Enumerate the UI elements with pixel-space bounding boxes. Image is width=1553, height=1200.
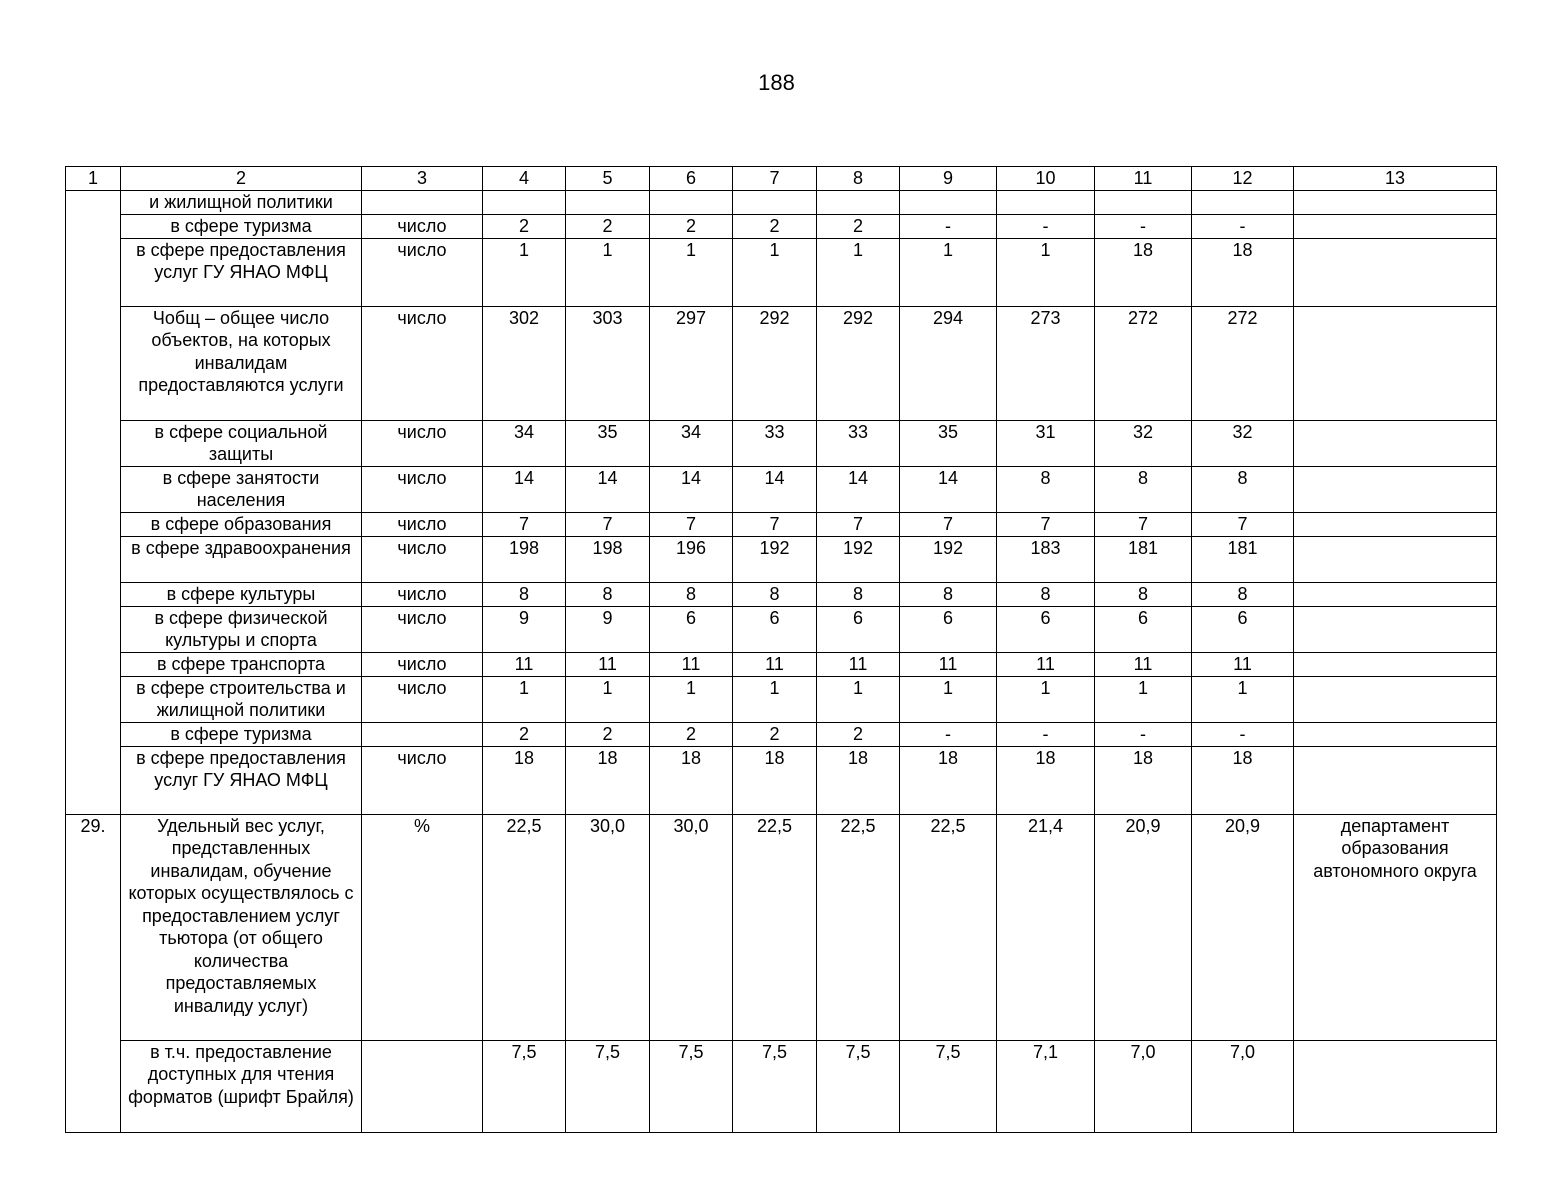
table-row bbox=[66, 814, 1497, 1040]
indicator-name-cell: в сфере строительства и жилищной политики bbox=[121, 676, 362, 722]
value-cell: - bbox=[1095, 214, 1192, 238]
value-cell: 18 bbox=[1192, 238, 1294, 306]
value-cell: 7,5 bbox=[900, 1040, 997, 1132]
value-cell: 20,9 bbox=[1192, 814, 1294, 1040]
value-cell: 7 bbox=[817, 512, 900, 536]
value-cell: 1 bbox=[650, 676, 733, 722]
table-row bbox=[66, 466, 1497, 512]
value-cell: 7 bbox=[900, 512, 997, 536]
value-cell: 7 bbox=[997, 512, 1095, 536]
table-row bbox=[66, 420, 1497, 466]
indicator-name-cell: в сфере культуры bbox=[121, 582, 362, 606]
value-cell: 6 bbox=[997, 606, 1095, 652]
value-cell: 6 bbox=[817, 606, 900, 652]
value-cell: 196 bbox=[650, 536, 733, 582]
table-row bbox=[66, 606, 1497, 652]
value-cell: 11 bbox=[733, 652, 817, 676]
table-row bbox=[66, 512, 1497, 536]
value-cell: 33 bbox=[733, 420, 817, 466]
value-cell: 18 bbox=[817, 746, 900, 814]
indicator-name-cell: в сфере образования bbox=[121, 512, 362, 536]
responsible-cell bbox=[1294, 722, 1497, 746]
unit-cell: число bbox=[362, 536, 483, 582]
value-cell: 8 bbox=[566, 582, 650, 606]
value-cell: 7 bbox=[566, 512, 650, 536]
column-number-cell: 12 bbox=[1192, 167, 1294, 191]
responsible-cell bbox=[1294, 191, 1497, 215]
column-number-cell: 11 bbox=[1095, 167, 1192, 191]
value-cell bbox=[733, 191, 817, 215]
value-cell: 18 bbox=[566, 746, 650, 814]
unit-cell: число bbox=[362, 652, 483, 676]
column-number-cell: 2 bbox=[121, 167, 362, 191]
value-cell: 14 bbox=[566, 466, 650, 512]
unit-cell bbox=[362, 1040, 483, 1132]
value-cell: 8 bbox=[1095, 582, 1192, 606]
value-cell: 11 bbox=[650, 652, 733, 676]
value-cell: 7 bbox=[733, 512, 817, 536]
value-cell: 18 bbox=[997, 746, 1095, 814]
responsible-cell bbox=[1294, 306, 1497, 420]
value-cell: 32 bbox=[1095, 420, 1192, 466]
value-cell: 8 bbox=[1095, 466, 1192, 512]
value-cell: - bbox=[900, 722, 997, 746]
value-cell: 34 bbox=[650, 420, 733, 466]
value-cell: 294 bbox=[900, 306, 997, 420]
unit-cell: число bbox=[362, 606, 483, 652]
value-cell: 11 bbox=[817, 652, 900, 676]
value-cell: 7,5 bbox=[483, 1040, 566, 1132]
value-cell: 192 bbox=[733, 536, 817, 582]
value-cell bbox=[566, 191, 650, 215]
value-cell: 181 bbox=[1095, 536, 1192, 582]
value-cell: 2 bbox=[566, 722, 650, 746]
value-cell: 22,5 bbox=[483, 814, 566, 1040]
value-cell: 8 bbox=[650, 582, 733, 606]
responsible-cell bbox=[1294, 582, 1497, 606]
value-cell: - bbox=[1095, 722, 1192, 746]
indicator-name-cell: в сфере социальной защиты bbox=[121, 420, 362, 466]
value-cell: 8 bbox=[817, 582, 900, 606]
responsible-cell bbox=[1294, 512, 1497, 536]
value-cell: 1 bbox=[1192, 676, 1294, 722]
indicator-name-cell: и жилищной политики bbox=[121, 191, 362, 215]
row-number-cell bbox=[66, 191, 121, 815]
value-cell: 272 bbox=[1095, 306, 1192, 420]
column-number-cell: 3 bbox=[362, 167, 483, 191]
unit-cell: число bbox=[362, 238, 483, 306]
value-cell: 9 bbox=[566, 606, 650, 652]
table-row bbox=[66, 722, 1497, 746]
responsible-cell: департамент образования автономного округа bbox=[1294, 814, 1497, 1040]
value-cell: 18 bbox=[650, 746, 733, 814]
value-cell: 181 bbox=[1192, 536, 1294, 582]
indicator-name-cell: в сфере транспорта bbox=[121, 652, 362, 676]
value-cell: 35 bbox=[900, 420, 997, 466]
value-cell: 2 bbox=[733, 214, 817, 238]
value-cell: 1 bbox=[733, 676, 817, 722]
value-cell bbox=[1192, 191, 1294, 215]
indicators-table bbox=[65, 166, 1497, 1133]
value-cell: 14 bbox=[650, 466, 733, 512]
indicator-name-cell: в сфере туризма bbox=[121, 214, 362, 238]
value-cell: 272 bbox=[1192, 306, 1294, 420]
value-cell: 7,0 bbox=[1095, 1040, 1192, 1132]
value-cell: 7,0 bbox=[1192, 1040, 1294, 1132]
table-row bbox=[66, 536, 1497, 582]
value-cell: 192 bbox=[817, 536, 900, 582]
value-cell: 1 bbox=[997, 238, 1095, 306]
responsible-cell bbox=[1294, 606, 1497, 652]
table-row bbox=[66, 214, 1497, 238]
value-cell: 273 bbox=[997, 306, 1095, 420]
indicator-name-cell: в т.ч. предоставление доступных для чтения форматов (шрифт Брайля) bbox=[121, 1040, 362, 1132]
value-cell: 8 bbox=[997, 582, 1095, 606]
value-cell: 302 bbox=[483, 306, 566, 420]
responsible-cell bbox=[1294, 536, 1497, 582]
unit-cell bbox=[362, 191, 483, 215]
value-cell bbox=[483, 191, 566, 215]
value-cell: 1 bbox=[733, 238, 817, 306]
value-cell: 6 bbox=[1192, 606, 1294, 652]
value-cell: 2 bbox=[566, 214, 650, 238]
value-cell: 7,5 bbox=[733, 1040, 817, 1132]
value-cell: 2 bbox=[817, 214, 900, 238]
value-cell bbox=[817, 191, 900, 215]
value-cell: 6 bbox=[650, 606, 733, 652]
value-cell: - bbox=[900, 214, 997, 238]
responsible-cell bbox=[1294, 214, 1497, 238]
column-number-cell: 4 bbox=[483, 167, 566, 191]
value-cell: 7,5 bbox=[817, 1040, 900, 1132]
column-number-cell: 6 bbox=[650, 167, 733, 191]
responsible-cell bbox=[1294, 466, 1497, 512]
value-cell: 21,4 bbox=[997, 814, 1095, 1040]
table-row bbox=[66, 1040, 1497, 1132]
column-number-cell: 1 bbox=[66, 167, 121, 191]
value-cell: 18 bbox=[1095, 238, 1192, 306]
value-cell: 7,5 bbox=[566, 1040, 650, 1132]
value-cell: 14 bbox=[817, 466, 900, 512]
unit-cell: число bbox=[362, 582, 483, 606]
indicator-name-cell: в сфере физической культуры и спорта bbox=[121, 606, 362, 652]
value-cell: 1 bbox=[650, 238, 733, 306]
value-cell: 11 bbox=[1192, 652, 1294, 676]
page-number: 188 bbox=[758, 70, 795, 95]
value-cell: 303 bbox=[566, 306, 650, 420]
unit-cell: число bbox=[362, 306, 483, 420]
unit-cell: число bbox=[362, 466, 483, 512]
value-cell: 22,5 bbox=[900, 814, 997, 1040]
value-cell: - bbox=[1192, 214, 1294, 238]
value-cell: 8 bbox=[1192, 466, 1294, 512]
unit-cell bbox=[362, 722, 483, 746]
value-cell: 2 bbox=[483, 214, 566, 238]
value-cell: 8 bbox=[483, 582, 566, 606]
value-cell bbox=[997, 191, 1095, 215]
column-number-cell: 9 bbox=[900, 167, 997, 191]
value-cell: 7,1 bbox=[997, 1040, 1095, 1132]
value-cell: 32 bbox=[1192, 420, 1294, 466]
table-row bbox=[66, 306, 1497, 420]
indicator-name-cell: в сфере предоставления услуг ГУ ЯНАО МФЦ bbox=[121, 238, 362, 306]
value-cell: 7,5 bbox=[650, 1040, 733, 1132]
column-number-cell: 10 bbox=[997, 167, 1095, 191]
value-cell: 7 bbox=[483, 512, 566, 536]
value-cell: 198 bbox=[566, 536, 650, 582]
value-cell: 1 bbox=[900, 238, 997, 306]
value-cell: 30,0 bbox=[566, 814, 650, 1040]
table-body bbox=[66, 167, 1497, 1133]
value-cell: 2 bbox=[650, 722, 733, 746]
value-cell: 1 bbox=[817, 238, 900, 306]
value-cell: 6 bbox=[900, 606, 997, 652]
value-cell: 18 bbox=[733, 746, 817, 814]
value-cell: 18 bbox=[1095, 746, 1192, 814]
value-cell: 35 bbox=[566, 420, 650, 466]
column-number-cell: 13 bbox=[1294, 167, 1497, 191]
value-cell: 22,5 bbox=[733, 814, 817, 1040]
column-number-row bbox=[66, 167, 1497, 191]
value-cell: - bbox=[1192, 722, 1294, 746]
column-number-cell: 7 bbox=[733, 167, 817, 191]
row-number-cell: 29. bbox=[66, 814, 121, 1132]
indicator-name-cell: в сфере туризма bbox=[121, 722, 362, 746]
value-cell: 1 bbox=[566, 676, 650, 722]
value-cell: 183 bbox=[997, 536, 1095, 582]
value-cell: 1 bbox=[817, 676, 900, 722]
value-cell: 2 bbox=[817, 722, 900, 746]
column-number-cell: 5 bbox=[566, 167, 650, 191]
value-cell: 1 bbox=[483, 238, 566, 306]
value-cell: 8 bbox=[1192, 582, 1294, 606]
responsible-cell bbox=[1294, 420, 1497, 466]
value-cell: 11 bbox=[566, 652, 650, 676]
value-cell: 6 bbox=[1095, 606, 1192, 652]
responsible-cell bbox=[1294, 1040, 1497, 1132]
value-cell: 6 bbox=[733, 606, 817, 652]
value-cell: 18 bbox=[483, 746, 566, 814]
value-cell: 1 bbox=[1095, 676, 1192, 722]
indicator-name-cell: в сфере занятости населения bbox=[121, 466, 362, 512]
value-cell: 1 bbox=[483, 676, 566, 722]
value-cell: 14 bbox=[483, 466, 566, 512]
value-cell: 1 bbox=[900, 676, 997, 722]
value-cell: 20,9 bbox=[1095, 814, 1192, 1040]
value-cell: 18 bbox=[900, 746, 997, 814]
unit-cell: число bbox=[362, 676, 483, 722]
unit-cell: число bbox=[362, 512, 483, 536]
value-cell: 11 bbox=[1095, 652, 1192, 676]
value-cell: 2 bbox=[733, 722, 817, 746]
table-row bbox=[66, 238, 1497, 306]
value-cell: 292 bbox=[817, 306, 900, 420]
responsible-cell bbox=[1294, 238, 1497, 306]
table-row bbox=[66, 676, 1497, 722]
unit-cell: число bbox=[362, 214, 483, 238]
value-cell: 297 bbox=[650, 306, 733, 420]
value-cell bbox=[650, 191, 733, 215]
value-cell: 31 bbox=[997, 420, 1095, 466]
value-cell: 14 bbox=[733, 466, 817, 512]
column-number-cell: 8 bbox=[817, 167, 900, 191]
value-cell: 7 bbox=[1095, 512, 1192, 536]
value-cell: 14 bbox=[900, 466, 997, 512]
value-cell: 8 bbox=[997, 466, 1095, 512]
indicator-name-cell: в сфере здравоохранения bbox=[121, 536, 362, 582]
responsible-cell bbox=[1294, 746, 1497, 814]
value-cell: 34 bbox=[483, 420, 566, 466]
value-cell: 18 bbox=[1192, 746, 1294, 814]
unit-cell: число bbox=[362, 420, 483, 466]
value-cell: 292 bbox=[733, 306, 817, 420]
value-cell: 192 bbox=[900, 536, 997, 582]
value-cell bbox=[900, 191, 997, 215]
value-cell: 22,5 bbox=[817, 814, 900, 1040]
value-cell: 1 bbox=[997, 676, 1095, 722]
indicator-name-cell: в сфере предоставления услуг ГУ ЯНАО МФЦ bbox=[121, 746, 362, 814]
value-cell: 2 bbox=[650, 214, 733, 238]
table-row bbox=[66, 746, 1497, 814]
table-row bbox=[66, 582, 1497, 606]
value-cell: 8 bbox=[900, 582, 997, 606]
value-cell: 198 bbox=[483, 536, 566, 582]
table-row bbox=[66, 191, 1497, 215]
value-cell: - bbox=[997, 214, 1095, 238]
value-cell: 11 bbox=[997, 652, 1095, 676]
value-cell: 9 bbox=[483, 606, 566, 652]
value-cell: 11 bbox=[483, 652, 566, 676]
value-cell bbox=[1095, 191, 1192, 215]
value-cell: 7 bbox=[1192, 512, 1294, 536]
responsible-cell bbox=[1294, 676, 1497, 722]
value-cell: 8 bbox=[733, 582, 817, 606]
unit-cell: % bbox=[362, 814, 483, 1040]
value-cell: 11 bbox=[900, 652, 997, 676]
table-row bbox=[66, 652, 1497, 676]
value-cell: - bbox=[997, 722, 1095, 746]
responsible-cell bbox=[1294, 652, 1497, 676]
unit-cell: число bbox=[362, 746, 483, 814]
value-cell: 33 bbox=[817, 420, 900, 466]
indicator-name-cell: Удельный вес услуг, представленных инвалидам, обучение которых осуществлялось с предоставлением услуг тьютора (от общего количества предоставляемых инвалиду услуг) bbox=[121, 814, 362, 1040]
value-cell: 1 bbox=[566, 238, 650, 306]
value-cell: 2 bbox=[483, 722, 566, 746]
value-cell: 30,0 bbox=[650, 814, 733, 1040]
indicator-name-cell: Чобщ – общее число объектов, на которых инвалидам предоставляются услуги bbox=[121, 306, 362, 420]
value-cell: 7 bbox=[650, 512, 733, 536]
